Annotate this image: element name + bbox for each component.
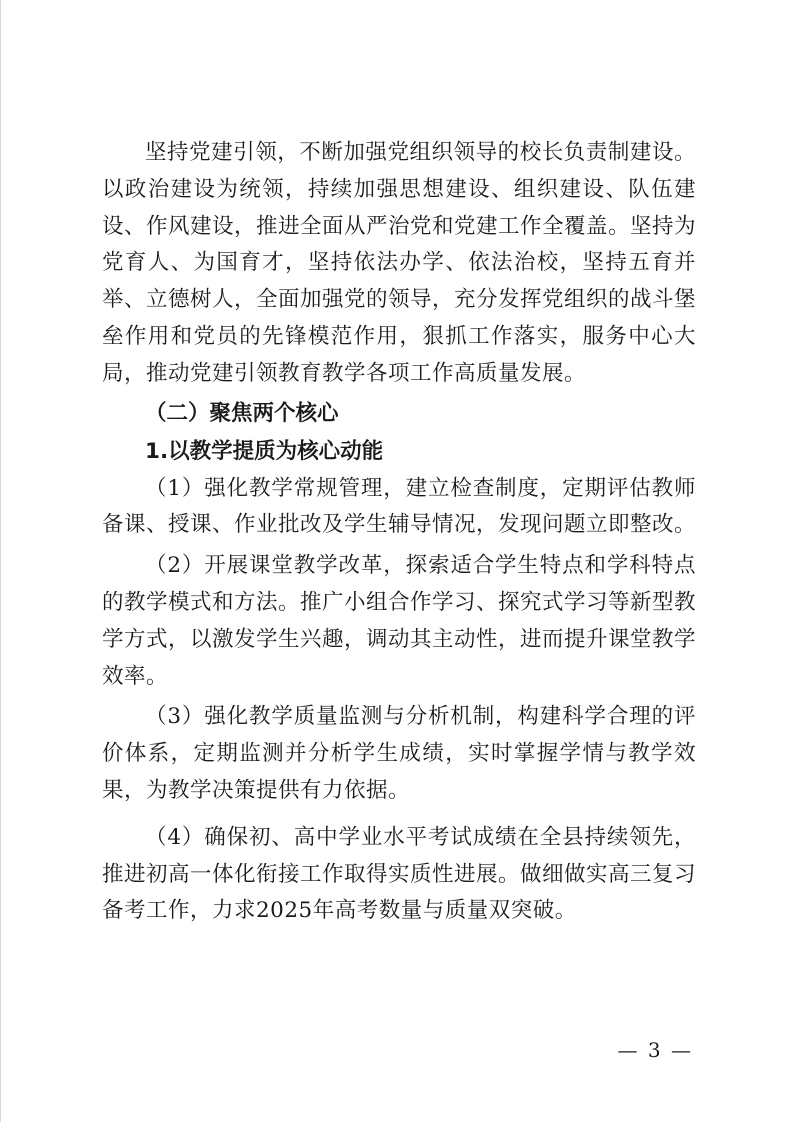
paragraph-party-building: 坚持党建引领，不断加强党组织领导的校长负责制建设。以政治建设为统领，持续加强思想建设、组织建设、队伍建设、作风建设，推进全面从严治党和党建工作全覆盖。坚持为党育人、为国育才，坚持依法办学、依法治校，坚持五育并举、立德树人，全面加强党的领导，充分发挥党组织的战斗堡垒作用和党员的先锋模范作用，狠抓工作落实，服务中心大局，推动党建引领教育教学各项工作高质量发展。 [102,140,697,386]
subsection-heading: 1.以教学提质为核心动能 [145,438,384,464]
list-item-3: （3）强化教学质量监测与分析机制，构建科学合理的评价体系，定期监测并分析学生成绩，实时掌握学情与教学效果，为教学决策提供有力依据。 [102,704,696,803]
list-item-1: （1）强化教学常规管理，建立检查制度，定期评估教师备课、授课、作业批改及学生辅导情况，发现问题立即整改。 [102,475,697,538]
list-item-2: （2）开展课堂教学改革，探索适合学生特点和学科特点的教学模式和方法。推广小组合作学习、探究式学习等新型教学方式，以激发学生兴趣，调动其主动性，进而提升课堂教学效率。 [102,553,697,689]
page-edge [0,0,1,1122]
section-heading: （二）聚焦两个核心 [145,400,339,426]
document-body [102,135,696,930]
list-item-4: （4）确保初、高中学业水平考试成绩在全县持续领先，推进初高一体化衔接工作取得实质性进展。做细做实高三复习备考工作，力求2025年高考数量与质量双突破。 [102,824,697,924]
page-number: — 3 — [617,1038,693,1062]
